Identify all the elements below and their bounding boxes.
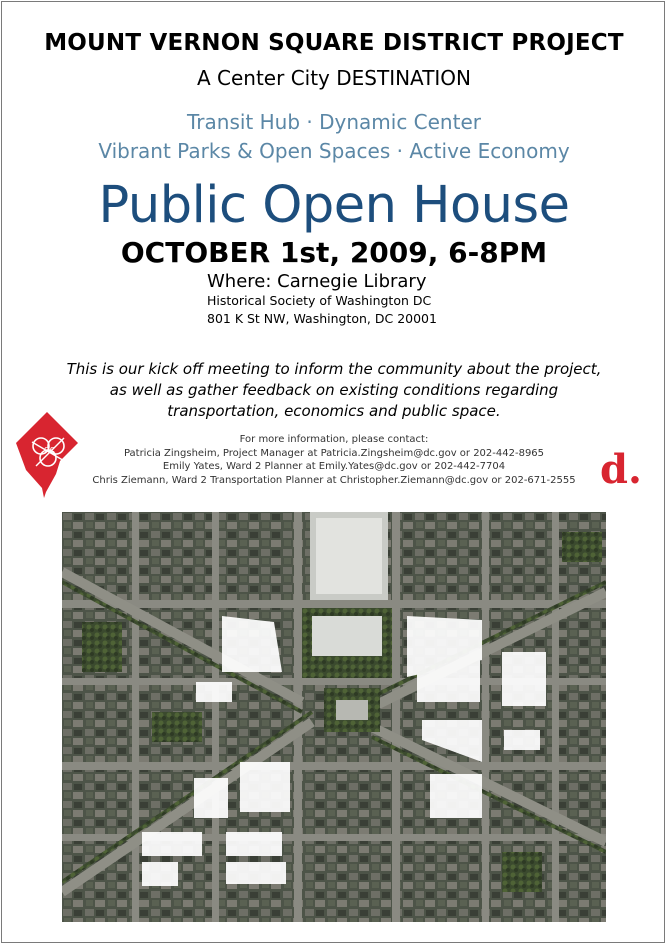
location-name: Where: Carnegie Library [207,271,427,292]
dc-d-logo: d. [600,446,642,493]
intro-line-1: This is our kick off meeting to inform the community about the project, [66,360,602,378]
address-line-1: Historical Society of Washington DC [207,293,432,308]
intro-paragraph [0,359,668,422]
dc-logo-text: dc [44,445,55,455]
poster-subtitle: A Center City DESTINATION [196,66,472,90]
intro-line-3: transportation, economics and public space. [167,402,501,420]
dc-district-map-logo [16,412,78,498]
tagline-line-1: Transit Hub · Dynamic Center [187,110,481,134]
address-line-2: 801 K St NW, Washington, DC 20001 [207,311,437,326]
event-date: OCTOBER 1st, 2009, 6-8PM [120,236,548,269]
contact-item: Patricia Zingsheim, Project Manager at Patricia.Zingsheim@dc.gov or 202-442-8965 [123,447,545,459]
intro-line-2: as well as gather feedback on existing conditions regarding [109,381,559,399]
poster-title: MOUNT VERNON SQUARE DISTRICT PROJECT [44,30,624,56]
location-block [207,271,437,328]
tagline-line-2: Vibrant Parks & Open Spaces · Active Economy [98,139,570,163]
event-headline: Public Open House [98,176,570,235]
contact-item: Emily Yates, Ward 2 Planner at Emily.Yates@dc.gov or 202-442-7704 [162,461,506,472]
contact-block [0,433,668,487]
contact-item: Chris Ziemann, Ward 2 Transportation Planner at Christopher.Ziemann@dc.gov or 202-671-2555 [92,474,576,486]
contact-heading: For more information, please contact: [239,434,429,445]
aerial-photo-mount-vernon-square [62,512,606,922]
